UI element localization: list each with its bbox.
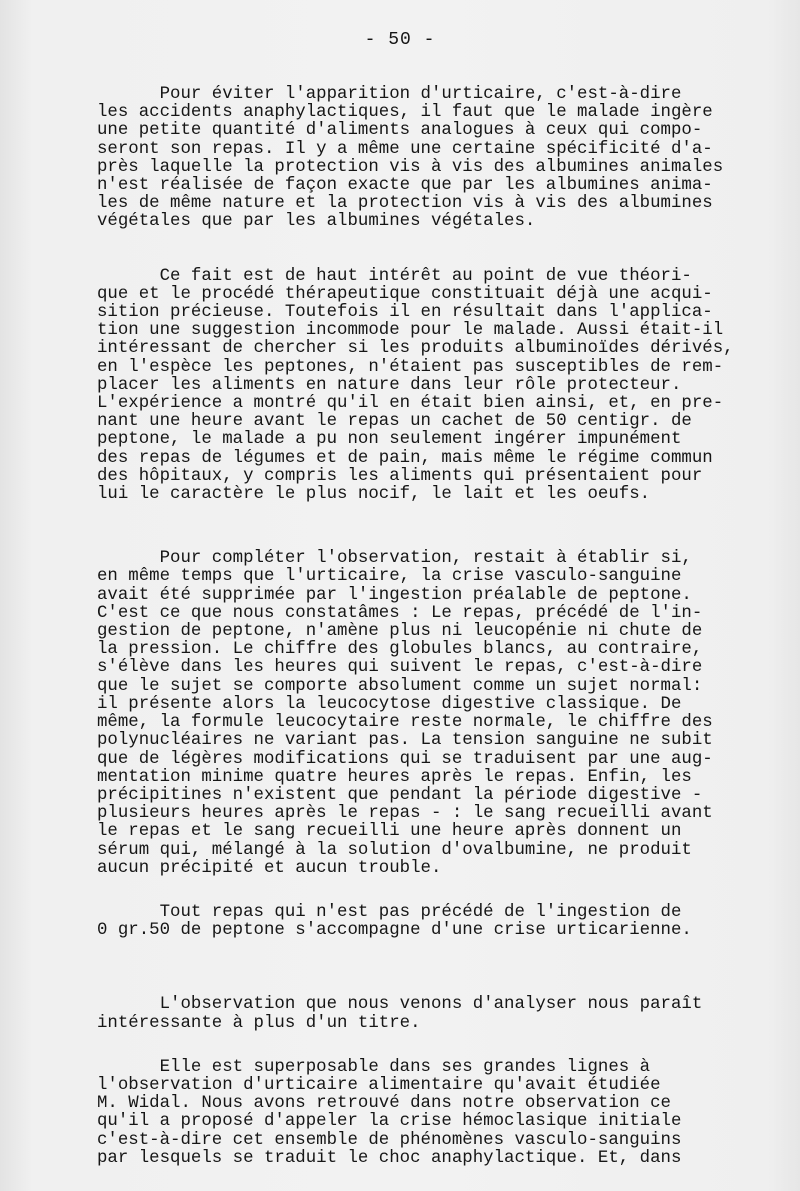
text-line: en l'espèce les peptones, n'étaient pas susceptibles de rem-: [97, 357, 724, 377]
text-line: que de légères modifications qui se traduisent par une aug-: [97, 749, 713, 769]
text-line: des hôpitaux, y compris les aliments qui présentaient pour: [97, 466, 703, 486]
text-line: sérum qui, mélangé à la solution d'ovalbumine, ne produit: [97, 840, 692, 860]
text-line: tion une suggestion incommode pour le malade. Aussi était-il: [97, 321, 724, 341]
text-line: en même temps que l'urticaire, la crise vasculo-sanguine: [97, 567, 682, 587]
text-line: les de même nature et la protection vis à vis des albumines: [97, 194, 713, 214]
document-body: [97, 86, 757, 1168]
text-line: les accidents anaphylactiques, il faut que le malade ingère: [97, 103, 713, 123]
text-line: sition précieuse. Toutefois il en résultait dans l'applica-: [97, 303, 713, 323]
text-line: Pour compléter l'observation, restait à établir si,: [97, 549, 692, 569]
text-line: seront son repas. Il y a même une certaine spécificité d'a-: [97, 139, 713, 159]
text-line: qu'il a proposé d'appeler la crise hémoclasique initiale: [97, 1112, 682, 1132]
paragraph-5: [97, 996, 757, 1032]
text-line: 0 gr.50 de peptone s'accompagne d'une crise urticarienne.: [97, 921, 692, 941]
text-line: aucun précipité et aucun trouble.: [97, 858, 442, 878]
text-line: lui le caractère le plus nocif, le lait et les oeufs.: [97, 485, 651, 505]
text-line: peptone, le malade a pu non seulement ingérer impunément: [97, 430, 682, 450]
paragraph-4: [97, 904, 757, 940]
text-line: le repas et le sang recueilli une heure après donnent un: [97, 822, 682, 842]
text-line: même, la formule leucocytaire reste normale, le chiffre des: [97, 713, 713, 733]
text-line: L'observation que nous venons d'analyser nous paraît: [97, 995, 703, 1015]
text-line: Ce fait est de haut intérêt au point de vue théori-: [97, 266, 692, 286]
text-line: une petite quantité d'aliments analogues à ceux qui compo-: [97, 121, 703, 141]
text-line: nant une heure avant le repas un cachet de 50 centigr. de: [97, 412, 692, 432]
text-line: intéressante à plus d'un titre.: [97, 1013, 421, 1033]
paragraph-1: [97, 86, 757, 232]
paragraph-6: [97, 1059, 757, 1168]
text-line: s'élève dans les heures qui suivent le repas, c'est-à-dire: [97, 658, 703, 678]
text-line: précipitines n'existent que pendant la période digestive -: [97, 785, 703, 805]
text-line: végétales que par les albumines végétales.: [97, 212, 536, 232]
text-line: mentation minime quatre heures après le repas. Enfin, les: [97, 767, 692, 787]
paragraph-2: [97, 268, 757, 505]
text-line: C'est ce que nous constatâmes : Le repas, précédé de l'in-: [97, 603, 703, 623]
text-line: Pour éviter l'apparition d'urticaire, c'est-à-dire: [97, 85, 682, 104]
text-line: plusieurs heures après le repas - : le sang recueilli avant: [97, 804, 713, 824]
text-line: près laquelle la protection vis à vis des albumines animales: [97, 157, 724, 177]
text-line: c'est-à-dire cet ensemble de phénomènes vasculo-sanguins: [97, 1130, 682, 1150]
text-line: que et le procédé thérapeutique constituait déjà une acqui-: [97, 284, 713, 304]
text-line: placer les aliments en nature dans leur rôle protecteur.: [97, 375, 682, 395]
page-number: - 50 -: [364, 30, 436, 50]
text-line: par lesquels se traduit le choc anaphylactique. Et, dans: [97, 1148, 682, 1168]
text-line: des repas de légumes et de pain, mais même le régime commun: [97, 448, 713, 468]
text-line: l'observation d'urticaire alimentaire qu'avait étudiée: [97, 1075, 661, 1095]
text-line: n'est réalisée de façon exacte que par les albumines anima-: [97, 176, 713, 196]
text-line: intéressant de chercher si les produits albuminoïdes dérivés,: [97, 339, 734, 359]
text-line: gestion de peptone, n'amène plus ni leucopénie ni chute de: [97, 622, 703, 642]
text-line: que le sujet se comporte absolument comme un sujet normal:: [97, 676, 703, 696]
paragraph-3: [97, 550, 757, 878]
text-line: Tout repas qui n'est pas précédé de l'ingestion de: [97, 902, 682, 922]
text-line: il présente alors la leucocytose digestive classique. De: [97, 694, 682, 714]
text-line: Elle est superposable dans ses grandes lignes à: [97, 1057, 651, 1077]
text-line: polynucléaires ne variant pas. La tension sanguine ne subit: [97, 731, 713, 751]
text-line: M. Widal. Nous avons retrouvé dans notre observation ce: [97, 1094, 671, 1114]
text-line: la pression. Le chiffre des globules blancs, au contraire,: [97, 640, 703, 660]
text-line: avait été supprimée par l'ingestion préalable de peptone.: [97, 585, 692, 605]
text-line: L'expérience a montré qu'il en était bien ainsi, et, en pre-: [97, 394, 724, 414]
